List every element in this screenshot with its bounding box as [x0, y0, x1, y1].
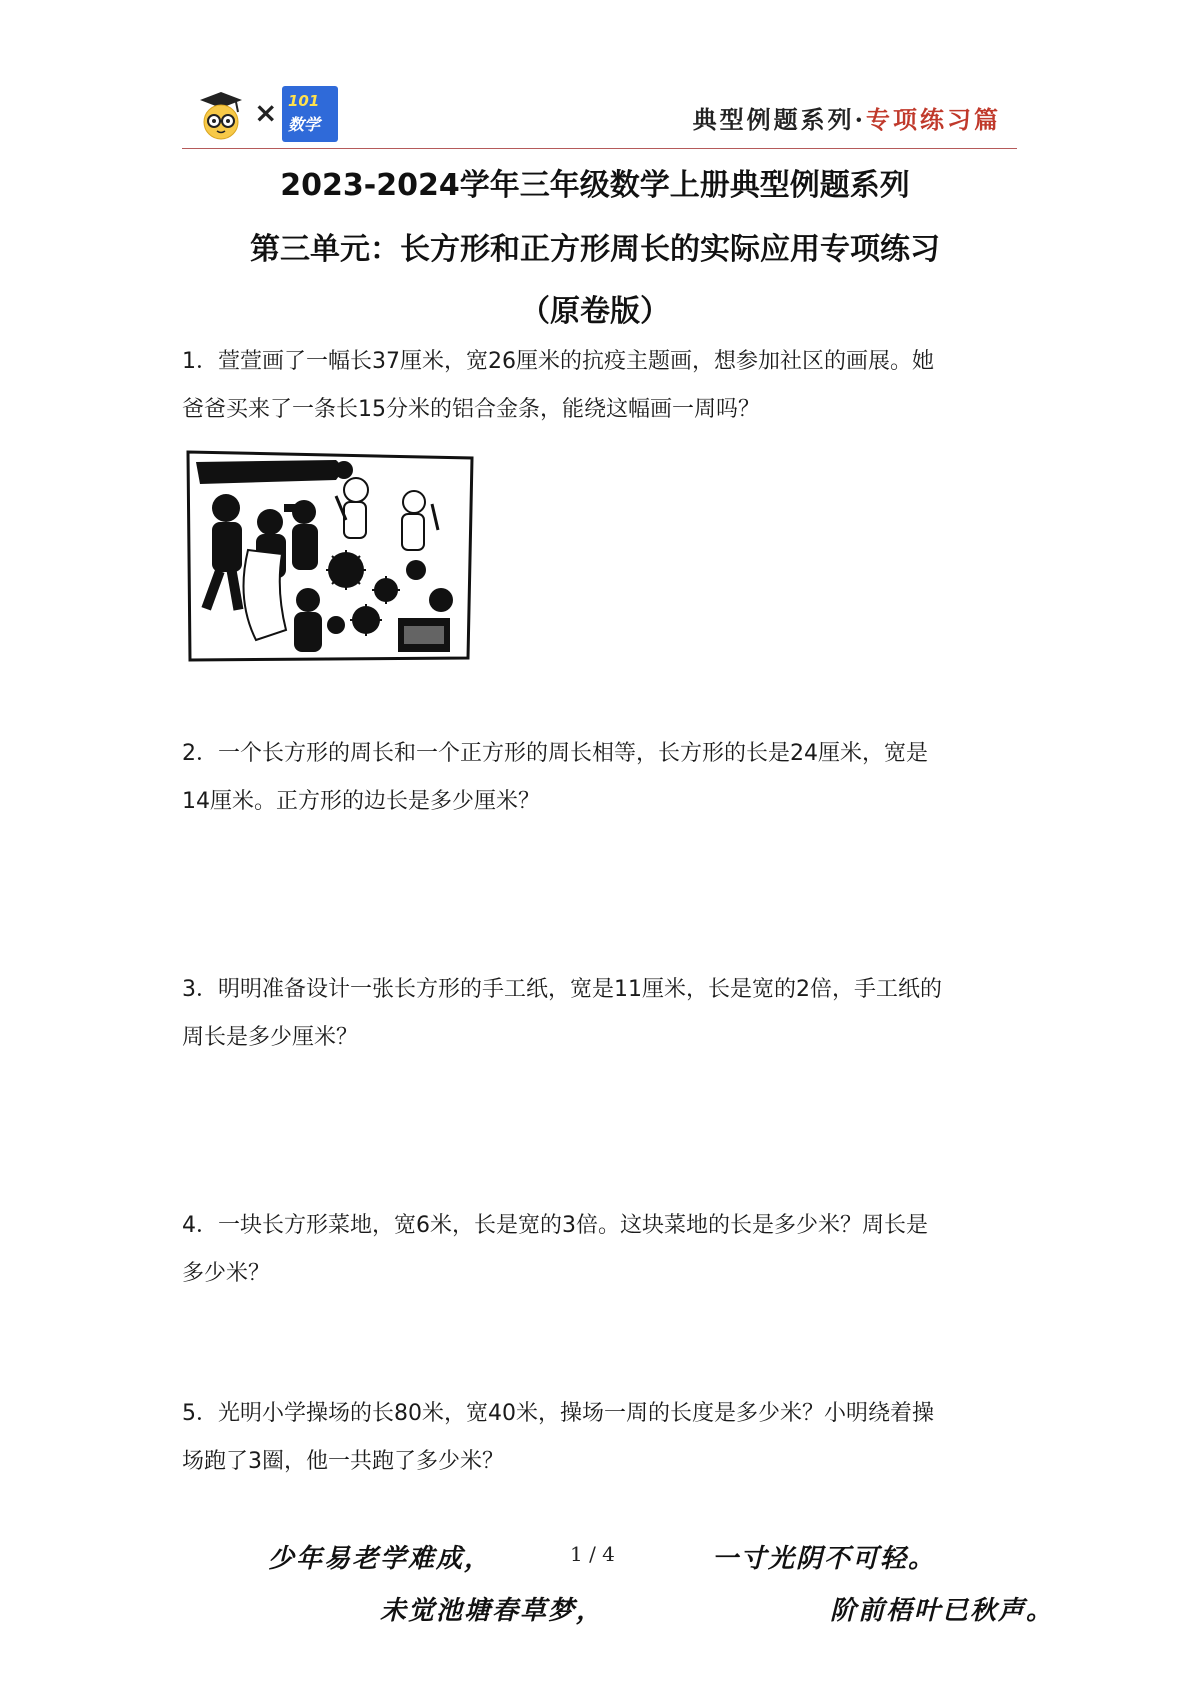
- question-1: [182, 338, 1027, 434]
- question-4-line-1: 4．一块长方形菜地，宽6米，长是宽的3倍。这块菜地的长是多少米？周长是: [182, 1213, 928, 1238]
- series-label: [693, 100, 1001, 135]
- question-3: [182, 966, 1027, 1062]
- question-3-line-2: 周长是多少厘米？: [182, 1025, 359, 1050]
- math101-logo-icon: [282, 86, 338, 142]
- header-divider: [182, 148, 1017, 149]
- question-2-line-1: 2．一个长方形的周长和一个正方形的周长相等，长方形的长是24厘米，宽是: [182, 741, 928, 766]
- footer-poem-line-4: 阶前梧叶已秋声。: [830, 1596, 1055, 1626]
- question-5-line-2: 场跑了3圈，他一共跑了多少米？: [182, 1449, 504, 1474]
- logo-101-text: 101: [288, 92, 320, 110]
- version-label: （原卷版）: [520, 294, 670, 329]
- series-label-left: 典型例题系列·: [692, 105, 866, 134]
- question-2-line-2: 14厘米。正方形的边长是多少厘米？: [182, 789, 540, 814]
- question-4: [182, 1202, 1027, 1298]
- logo-separator: ×: [254, 96, 278, 129]
- logo-math-text: 数学: [288, 115, 321, 134]
- page-number: 1 / 4: [570, 1542, 615, 1566]
- page-header: [182, 84, 1017, 148]
- question-2: [182, 730, 1027, 826]
- question-1-line-1: 1．萱萱画了一幅长37厘米，宽26厘米的抗疫主题画，想参加社区的画展。她: [182, 349, 934, 374]
- question-1-line-2: 爸爸买来了一条长15分米的铝合金条，能绕这幅画一周吗？: [182, 397, 760, 422]
- question-3-line-1: 3．明明准备设计一张长方形的手工纸，宽是11厘米，长是宽的2倍，手工纸的: [182, 977, 942, 1002]
- footer-poem-line-1: 少年易老学难成，: [268, 1544, 493, 1574]
- unit-title: 第三单元：长方形和正方形周长的实际应用专项练习: [250, 232, 940, 267]
- owl-logo-icon: [196, 90, 246, 140]
- footer-poem-line-2: 一寸光阴不可轻。: [712, 1544, 937, 1574]
- document-title: 2023-2024学年三年级数学上册典型例题系列: [280, 168, 910, 203]
- question-4-line-2: 多少米？: [182, 1261, 271, 1286]
- anti-epidemic-poster-image: [186, 450, 474, 662]
- question-5: [182, 1390, 1027, 1486]
- question-5-line-1: 5．光明小学操场的长80米，宽40米，操场一周的长度是多少米？小明绕着操: [182, 1401, 934, 1426]
- series-label-right: 专项练习篇: [866, 105, 1001, 134]
- footer-poem-line-3: 未觉池塘春草梦，: [380, 1596, 605, 1626]
